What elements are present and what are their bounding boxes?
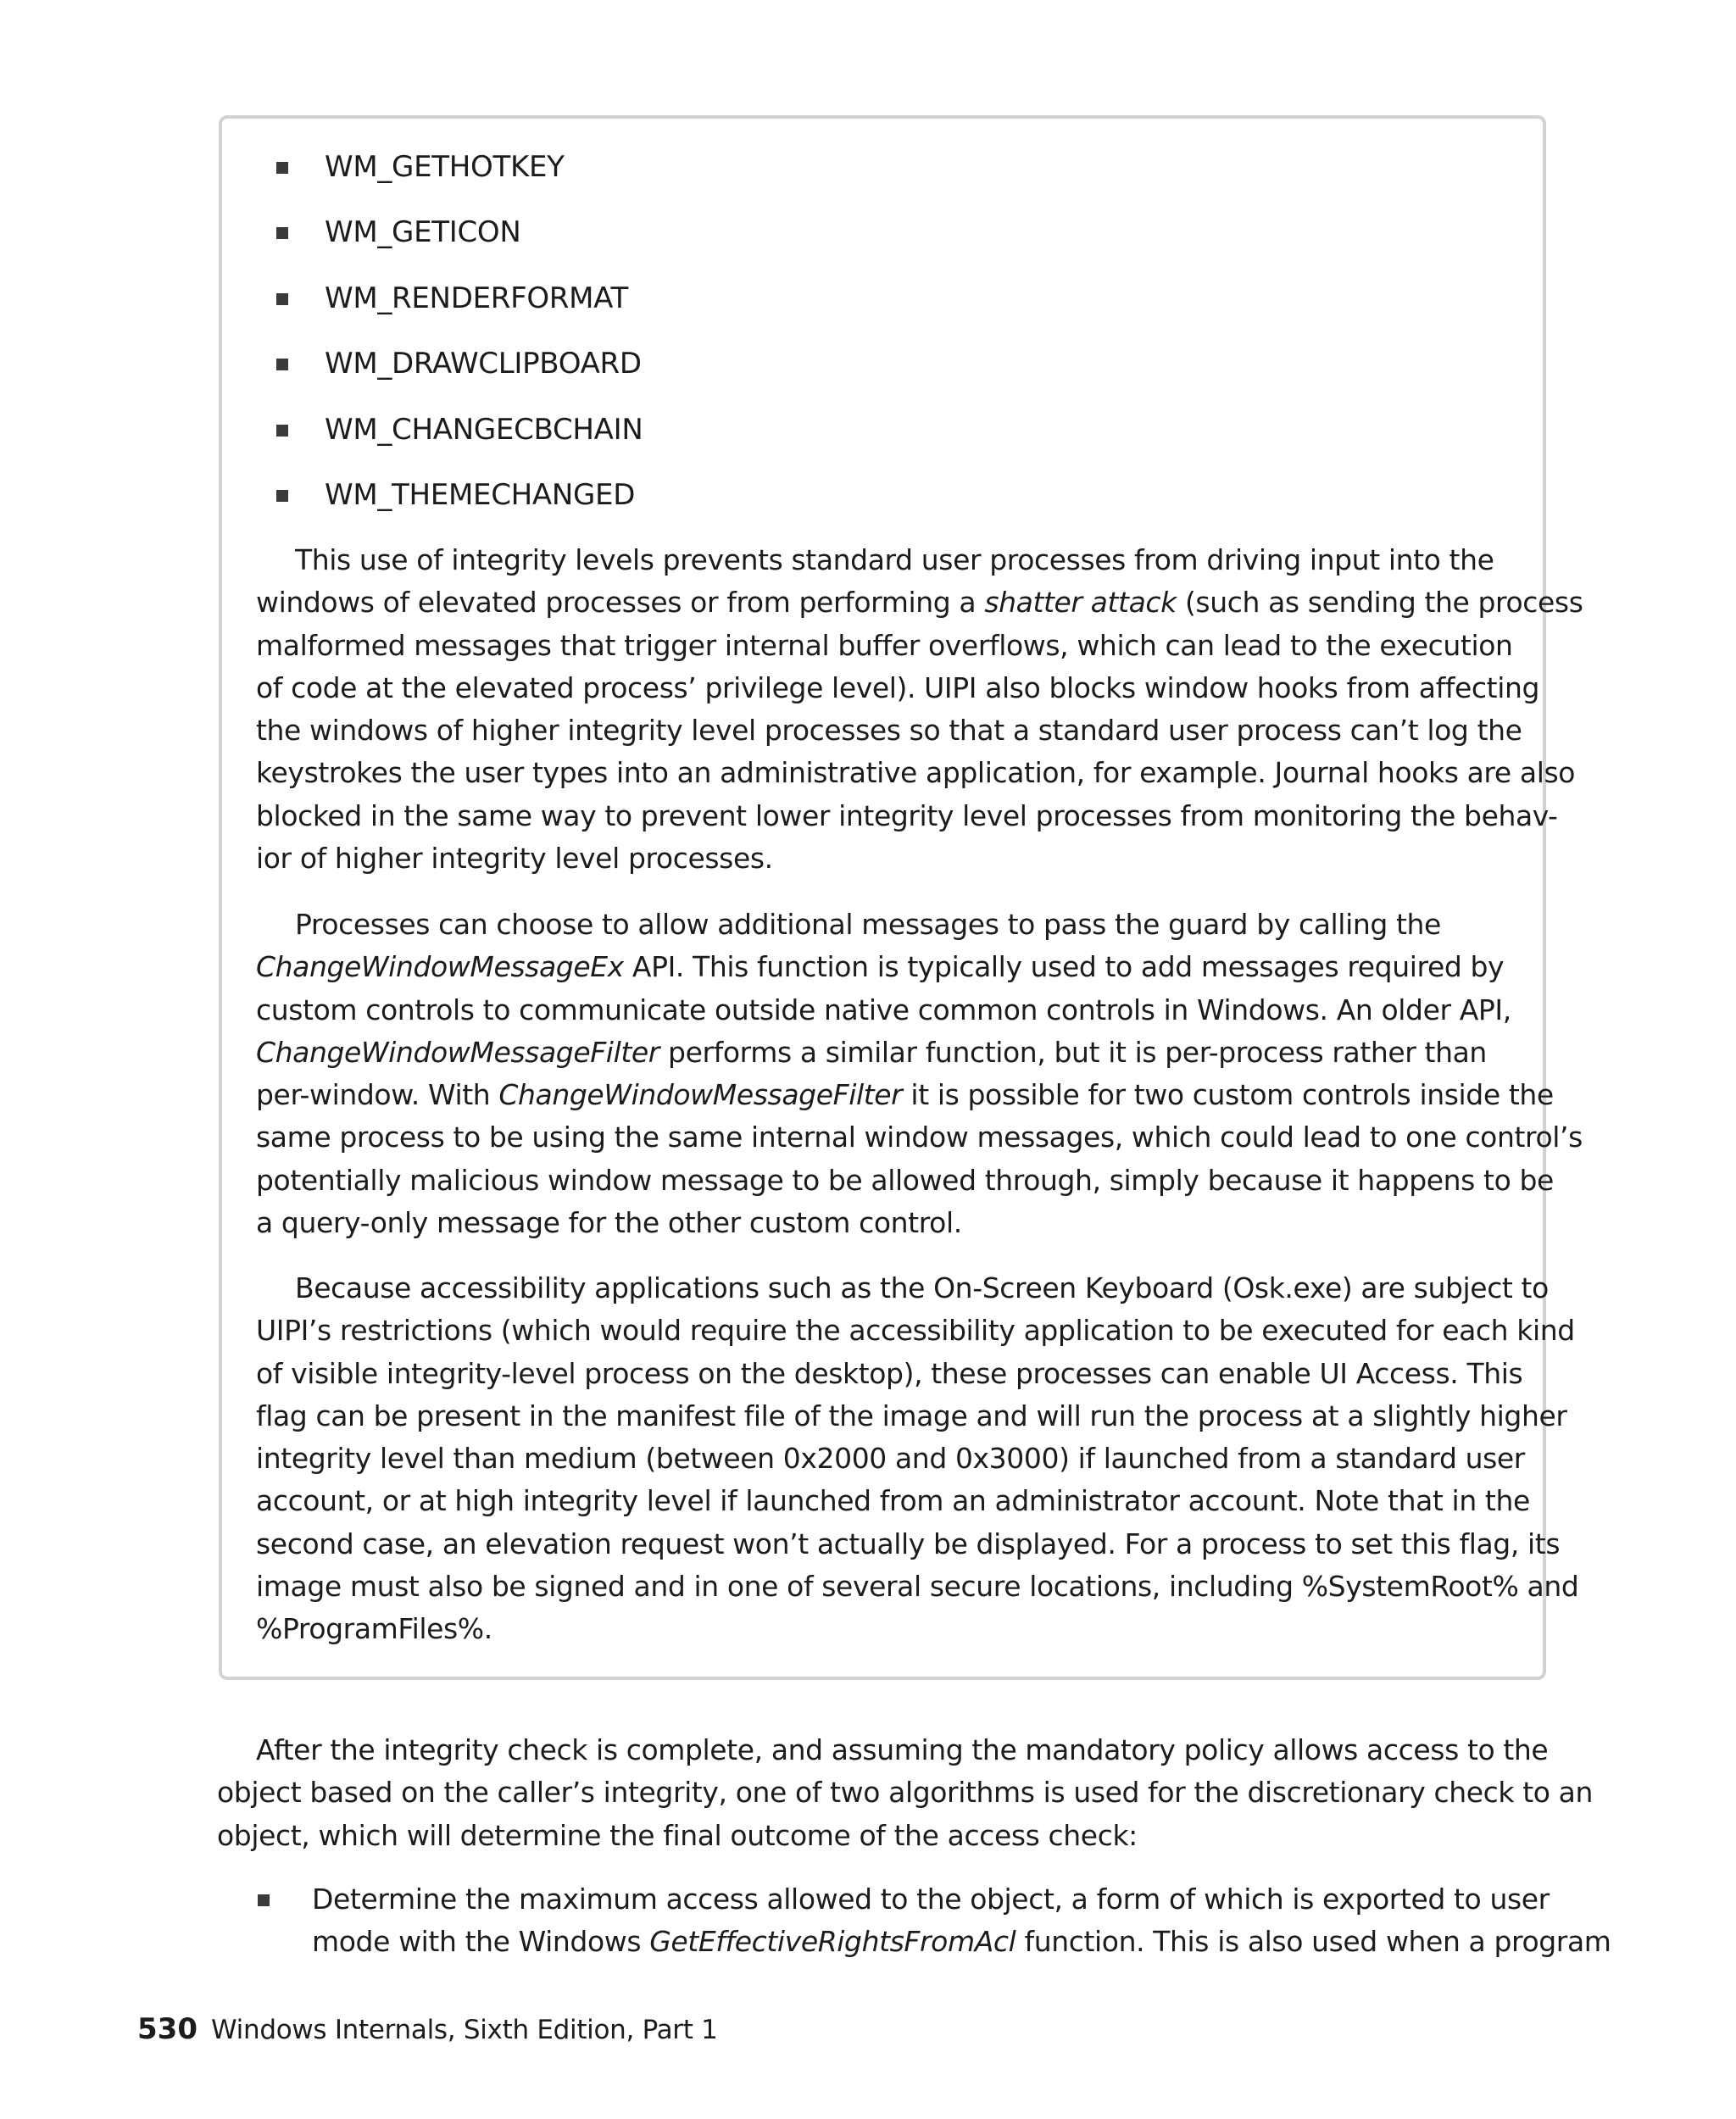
square-bullet-icon <box>276 490 288 502</box>
square-bullet-icon <box>276 227 288 239</box>
square-bullet-icon <box>258 1894 270 1906</box>
square-bullet-icon <box>276 359 288 370</box>
body-paragraph: After the integrity check is complete, and assuming the mandatory policy allows access to the object based on the caller’s integrity, one of two algorithms is used for the discretionary check to an object, which will determine the final outcome of the access check: <box>217 1733 1593 1852</box>
square-bullet-icon <box>276 162 288 174</box>
book-title: Windows Internals, Sixth Edition, Part 1 <box>210 2015 718 2045</box>
sidebar-paragraph-accessibility: Because accessibility applications such as the On-Screen Keyboard (Osk.exe) are subject to UIPI’s restrictions (which would require the accessibility application to be executed for each kind of visible integrity-level process on the desktop), these processes can enable UI Access. This flag can be present in the manifest file of the image and will run the process at a slightly higher integrity level than medium (between 0x2000 and 0x3000) if launched from a standard user account, or at high integrity level if launched from an administrator account. Note that in the second case, an elevation request won’t actually be displayed. For a process to set this flag, its image must also be signed and in one of several secure locations, including %SystemRoot% and %ProgramFiles%. <box>256 1271 1579 1646</box>
page-footer <box>137 2011 718 2049</box>
sidebar-paragraph-messages: Processes can choose to allow additional messages to pass the guard by calling the ChangeWindowMessageEx API. This function is typically used to add messages required by custom controls to communicate outside native common controls in Windows. An older API, ChangeWindowMessageFilter performs a similar function, but it is per-process rather than per-window. With ChangeWindowMessageFilter it is possible for two custom controls inside the same process to be using the same internal window messages, which could lead to one control’s potentially malicious window message to be allowed through, simply because it happens to be a query-only message for the other custom control. <box>256 908 1583 1240</box>
sidebar-paragraph-uipi: This use of integrity levels prevents standard user processes from driving input into the windows of elevated processes or from performing a shatter attack (such as sending the process malformed messages that trigger internal buffer overflows, which can lead to the execution of code at the elevated process’ privilege level). UIPI also blocks window hooks from affecting the windows of higher integrity level processes so that a standard user process can’t log the keystrokes the user types into an administrative application, for example. Journal hooks are also blocked in the same way to prevent lower integrity level processes from monitoring the behav- ior of higher integrity level processes. <box>256 543 1583 876</box>
page-number: 530 <box>137 2012 198 2046</box>
square-bullet-icon <box>276 293 288 305</box>
square-bullet-icon <box>276 425 288 437</box>
